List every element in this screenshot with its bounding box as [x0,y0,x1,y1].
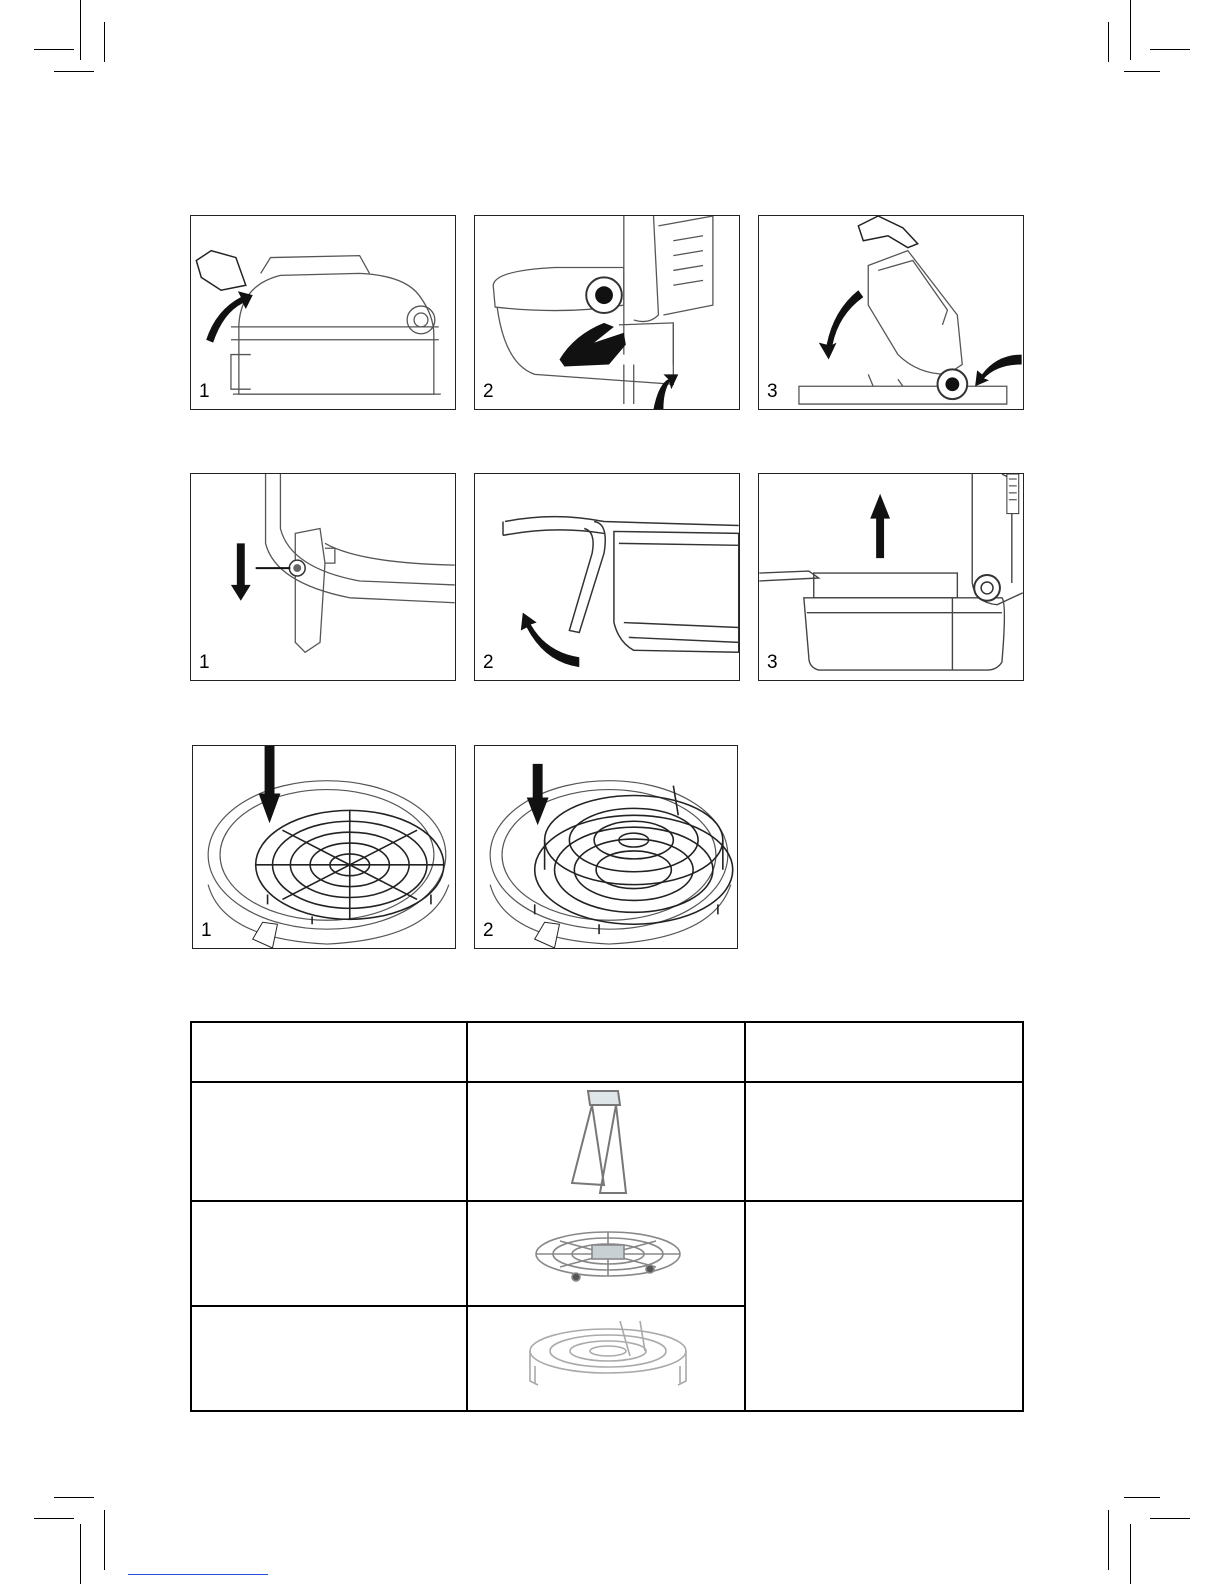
crop-mark-br-h2 [1150,1518,1190,1519]
crop-mark-tl-h [34,49,74,50]
rack-insert-icon [193,746,455,948]
crop-mark-tr-h [1150,49,1190,50]
figure-pan-step-1 [190,473,456,681]
crop-mark-tr-v [1130,0,1131,60]
crop-mark-br-v [1130,1524,1131,1584]
hinge-button-press-icon [475,216,739,409]
crop-mark-br-v2 [1108,1510,1109,1570]
pan-lift-icon [759,474,1023,680]
tiered-rack-icon [530,1321,686,1385]
step-number: 2 [483,381,494,402]
fryer-side-lid-icon [191,216,455,409]
double-rack-insert-icon [475,746,737,948]
crop-mark-bl-v [80,1524,81,1584]
crop-mark-tl-h2 [54,71,94,72]
step-number: 1 [199,652,210,673]
figure-rack-step-1 [192,745,456,949]
figure-lid-step-1 [190,215,456,410]
step-number: 2 [483,920,494,941]
crop-mark-bl-v2 [104,1510,105,1570]
figure-pan-step-2 [474,473,740,681]
figure-pan-step-3 [758,473,1024,681]
lid-open-icon [759,216,1023,409]
handle-fold-icon [475,474,739,680]
crop-mark-tl-v2 [104,22,105,62]
figure-lid-step-3 [758,215,1024,410]
step-number: 2 [483,652,494,673]
table-grid [190,1021,1024,1412]
crop-mark-tr-h2 [1124,71,1160,72]
figure-lid-step-2 [474,215,740,410]
crop-mark-tr-v2 [1108,22,1109,62]
round-rack-icon [536,1232,680,1281]
crop-mark-bl-h [54,1497,94,1498]
crop-mark-bl-h2 [34,1518,74,1519]
crop-mark-tl-v [80,0,81,60]
footer-link-underline [128,1574,268,1575]
figure-rack-step-2 [474,745,738,949]
crop-mark-br-h [1124,1497,1160,1498]
tongs-icon [572,1091,626,1193]
step-number: 1 [201,920,212,941]
pan-release-icon [191,474,455,680]
step-number: 3 [767,652,778,673]
accessories-table [190,1021,1024,1412]
step-number: 3 [767,381,778,402]
step-number: 1 [199,381,210,402]
